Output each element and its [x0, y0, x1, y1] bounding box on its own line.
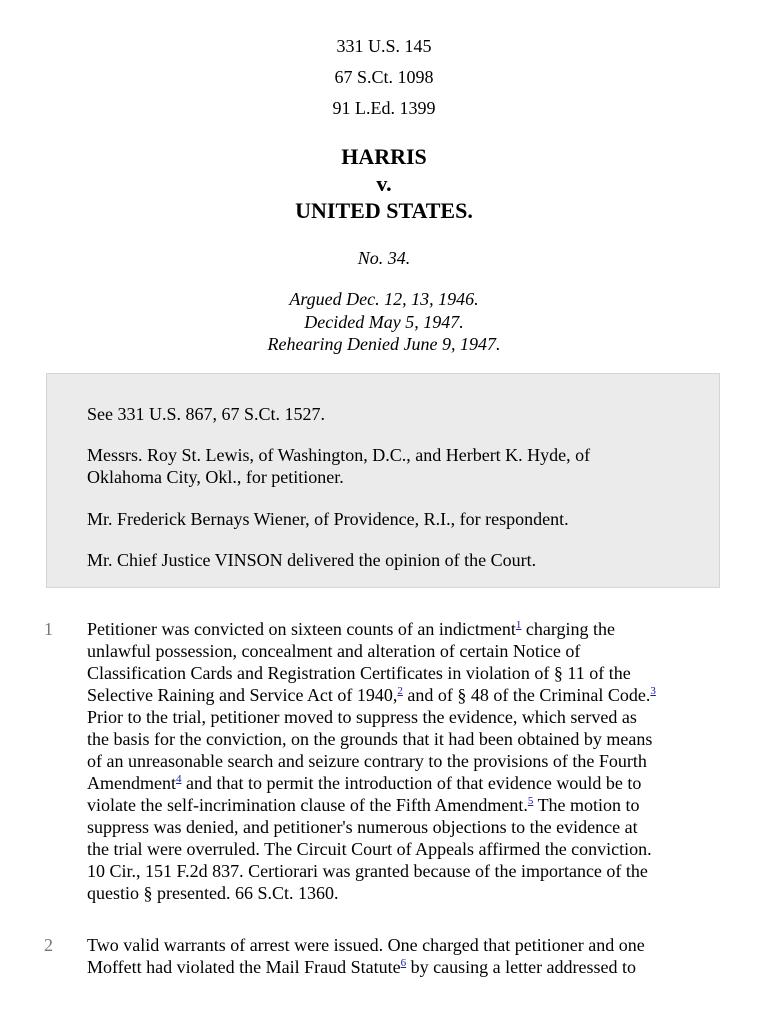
footnote-link-1[interactable]: 1: [515, 619, 522, 631]
paragraph-line: Two valid warrants of arrest were issued. One charged that petitioner and one: [87, 935, 645, 955]
paragraph-line: the trial were overruled. The Circuit Court of Appeals affirmed the conviction.: [87, 839, 652, 859]
case-versus: v.: [376, 171, 392, 196]
paragraph-line: Selective Raining and Service Act of 1940,$^2$ and of § 48 of the Criminal Code.$^3$: [87, 685, 656, 705]
paragraph-number: 2: [44, 935, 53, 955]
paragraph-line: questio § presented. 66 S.Ct. 1360.: [87, 883, 339, 903]
footnote-link-3[interactable]: 3: [650, 685, 656, 697]
paragraph-line: Prior to the trial, petitioner moved to suppress the evidence, which served as: [87, 707, 637, 727]
see-also-citation: See 331 U.S. 867, 67 S.Ct. 1527.: [87, 404, 326, 424]
paragraph-line: the basis for the conviction, on the grounds that it had been obtained by means: [87, 729, 653, 749]
date-argued: Argued Dec. 12, 13, 1946.: [289, 289, 479, 309]
respondent-counsel: Mr. Frederick Bernays Wiener, of Providence, R.I., for respondent.: [87, 509, 569, 529]
paragraph-2: [87, 934, 727, 978]
case-party-petitioner: HARRIS: [341, 144, 427, 169]
paragraph-line: Classification Cards and Registration Certificates in violation of § 11 of the: [87, 663, 631, 683]
citation-supreme-court-reporter: 67 S.Ct. 1098: [334, 67, 434, 87]
docket-number: No. 34.: [357, 248, 411, 268]
date-decided: Decided May 5, 1947.: [304, 312, 464, 332]
paragraph-line: Amendment$^4$ and that to permit the introduction of that evidence would be to: [87, 773, 642, 793]
date-rehearing-denied: Rehearing Denied June 9, 1947.: [267, 334, 501, 354]
citation-us-reports: 331 U.S. 145: [336, 36, 432, 56]
case-party-respondent: UNITED STATES.: [295, 198, 473, 223]
opinion-author: Mr. Chief Justice VINSON delivered the opinion of the Court.: [87, 550, 537, 570]
paragraph-line: unlawful possession, concealment and alteration of certain Notice of: [87, 641, 581, 661]
paragraph-line: of an unreasonable search and seizure contrary to the provisions of the Fourth: [87, 751, 647, 771]
paragraph-number: 1: [44, 619, 53, 639]
petitioner-counsel-line-2: Oklahoma City, Okl., for petitioner.: [87, 467, 344, 487]
footnote-link-6[interactable]: 6: [400, 957, 407, 969]
syllabus-box: [46, 373, 720, 588]
petitioner-counsel-line-1: Messrs. Roy St. Lewis, of Washington, D.C., and Herbert K. Hyde, of: [87, 445, 591, 465]
paragraph-line: Moffett had violated the Mail Fraud Statute$^6$ by causing a letter addressed to: [87, 957, 637, 977]
paragraph-1: [87, 618, 727, 904]
footnote-link-5[interactable]: 5: [527, 795, 534, 807]
paragraph-line: Petitioner was convicted on sixteen counts of an indictment$^1$ charging the: [87, 619, 616, 639]
citation-lawyers-edition: 91 L.Ed. 1399: [332, 98, 436, 118]
footnote-link-4[interactable]: 4: [175, 773, 182, 785]
paragraph-line: violate the self-incrimination clause of the Fifth Amendment.$^5$ The motion to: [87, 795, 640, 815]
paragraph-line: suppress was denied, and petitioner's numerous objections to the evidence at: [87, 817, 638, 837]
footnote-link-2[interactable]: 2: [397, 685, 403, 697]
paragraph-line: 10 Cir., 151 F.2d 837. Certiorari was granted because of the importance of the: [87, 861, 648, 881]
